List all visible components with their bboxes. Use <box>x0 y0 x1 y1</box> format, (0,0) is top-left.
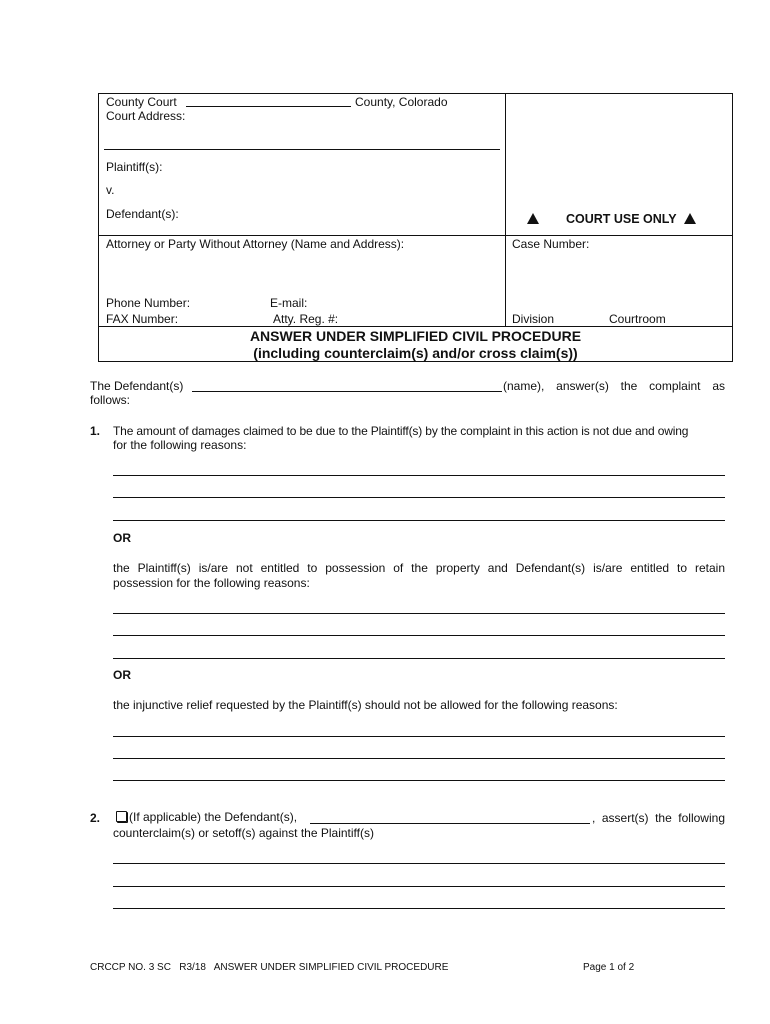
item1-number: 1. <box>90 424 101 438</box>
counterclaim-defendant-blank[interactable] <box>310 823 590 824</box>
case-number-label: Case Number: <box>512 237 590 251</box>
versus-label: v. <box>106 183 115 197</box>
caption-row-divider <box>98 235 733 236</box>
reason-line[interactable] <box>113 736 725 737</box>
possession-text2: possession for the following reasons: <box>113 576 310 590</box>
reason-line[interactable] <box>113 635 725 636</box>
court-use-only <box>527 212 696 226</box>
reason-line[interactable] <box>113 613 725 614</box>
county-court-label: County Court <box>106 95 177 109</box>
counterclaim-line[interactable] <box>113 908 725 909</box>
footer-page-number: Page 1 of 2 <box>583 962 635 973</box>
possession-text: the Plaintiff(s) is/are not entitled to possession of the property and Defendant(s) is/are entitled to retain <box>113 561 725 575</box>
caption-bottom-border <box>98 361 733 362</box>
or-label: OR <box>113 531 131 545</box>
counterclaim-line[interactable] <box>113 863 725 864</box>
triangle-up-icon <box>527 213 539 224</box>
item2-number: 2. <box>90 811 101 825</box>
intro-prefix: The Defendant(s) <box>90 379 184 393</box>
item2-line2: counterclaim(s) or setoff(s) against the Plaintiff(s) <box>113 826 374 840</box>
triangle-up-icon <box>684 213 696 224</box>
reason-line[interactable] <box>113 497 725 498</box>
intro-suffix: (name), answer(s) the complaint as <box>503 379 725 393</box>
item2-prefix-wrap <box>116 810 297 824</box>
form-title-line2: (including counterclaim(s) and/or cross claim(s)) <box>253 345 578 361</box>
county-name-blank[interactable] <box>186 106 351 107</box>
counterclaim-line[interactable] <box>113 886 725 887</box>
or-label: OR <box>113 668 131 682</box>
courtroom-label: Courtroom <box>609 312 666 326</box>
atty-reg-label: Atty. Reg. #: <box>273 312 339 326</box>
fax-number-label: FAX Number: <box>106 312 179 326</box>
intro-line2: follows: <box>90 393 131 407</box>
court-address-blank[interactable] <box>104 149 500 150</box>
caption-title-divider <box>98 326 733 327</box>
caption-left-border <box>98 93 99 361</box>
caption-top-border <box>98 93 733 94</box>
court-use-only-label: COURT USE ONLY <box>565 212 677 226</box>
reason-line[interactable] <box>113 658 725 659</box>
defendant-label: Defendant(s): <box>106 207 179 221</box>
caption-middle-divider <box>505 93 506 326</box>
attorney-label: Attorney or Party Without Attorney (Name and Address): <box>106 237 405 251</box>
plaintiff-label: Plaintiff(s): <box>106 160 163 174</box>
reason-line[interactable] <box>113 758 725 759</box>
division-label: Division <box>512 312 555 326</box>
reason-line[interactable] <box>113 475 725 476</box>
footer-form-id: CRCCP NO. 3 SC R3/18 ANSWER UNDER SIMPLIFIED CIVIL PROCEDURE <box>90 962 449 973</box>
court-address-label: Court Address: <box>106 109 186 123</box>
county-colorado-label: County, Colorado <box>355 95 448 109</box>
counterclaim-checkbox[interactable] <box>116 811 127 822</box>
item1-text2: for the following reasons: <box>113 438 247 452</box>
item1-text: The amount of damages claimed to be due to the Plaintiff(s) by the complaint in this action is not due and owing <box>113 424 689 438</box>
phone-number-label: Phone Number: <box>106 296 191 310</box>
email-label: E-mail: <box>270 296 308 310</box>
caption-right-border <box>732 93 733 361</box>
item2-prefix: (If applicable) the Defendant(s), <box>129 810 298 824</box>
defendant-name-blank[interactable] <box>192 391 502 392</box>
reason-line[interactable] <box>113 520 725 521</box>
form-title-line1: ANSWER UNDER SIMPLIFIED CIVIL PROCEDURE <box>249 328 582 344</box>
reason-line[interactable] <box>113 780 725 781</box>
injunctive-text: the injunctive relief requested by the Plaintiff(s) should not be allowed for the following reasons: <box>113 698 618 712</box>
item2-suffix: , assert(s) the following <box>592 811 725 825</box>
